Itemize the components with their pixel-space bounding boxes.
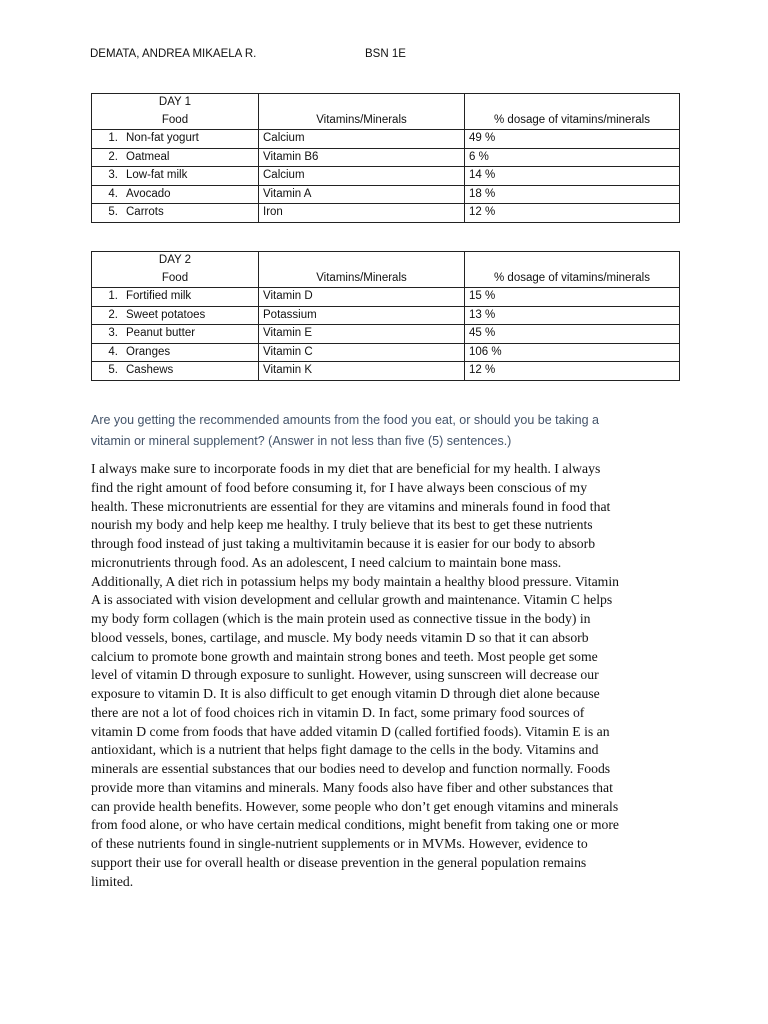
document-header [90,48,690,66]
food-cell: 3. Low-fat milk [92,167,259,186]
day-label: DAY 2 [92,252,259,270]
answer-line: vitamin D come from foods that have added vitamin D (called fortified foods). Vitamin E is an [91,723,610,739]
question-line: Are you getting the recommended amounts from the food you eat, or should you be taking a [91,413,599,427]
dosage-cell: 49 % [465,130,680,149]
vitamin-cell: Vitamin K [259,362,465,381]
table-row [92,362,680,381]
answer-paragraph [91,460,691,891]
dosage-cell: 18 % [465,185,680,204]
table-header-row [92,112,680,130]
question-line: vitamin or mineral supplement? (Answer in not less than five (5) sentences.) [91,434,512,448]
answer-line: I always make sure to incorporate foods in my diet that are beneficial for my health. I always [91,461,601,476]
food-cell: 2. Oatmeal [92,148,259,167]
dosage-cell: 6 % [465,148,680,167]
day2-table [91,251,680,381]
table-row [92,148,680,167]
answer-line: minerals are essential substances that our bodies need to develop and function normally. Foods [91,761,611,776]
answer-line: from food alone, or who have certain medical conditions, might benefit from taking one or more [91,817,619,833]
answer-line: exposure to vitamin D. It is also difficult to get enough vitamin D through diet alone because [91,686,600,701]
table-row [92,325,680,344]
vitamin-cell: Calcium [259,167,465,186]
table-row [92,343,680,362]
food-cell: 1. Non-fat yogurt [92,130,259,149]
answer-line: Additionally, A diet rich in potassium helps my body maintain a healthy blood pressure. Vitamin [91,573,619,589]
vitamin-cell: Iron [259,204,465,223]
day1-table [91,93,680,223]
food-cell: 5. Carrots [92,204,259,223]
food-cell: 5. Cashews [92,362,259,381]
table-row [92,306,680,325]
answer-line: my body form collagen (which is the main protein used as connective tissue in the body) in [91,611,591,626]
dosage-column-header: % dosage of vitamins/minerals [465,270,680,288]
food-cell: 3. Peanut butter [92,325,259,344]
vitamin-cell: Vitamin B6 [259,148,465,167]
answer-line: provide more than vitamins and minerals. Many foods also have fiber and other substances that [91,779,613,795]
answer-line: through food instead of just taking a multivitamin because it is easier for our body to absorb [91,536,596,551]
table-row [92,167,680,186]
dosage-cell: 13 % [465,306,680,325]
vitamin-cell: Vitamin C [259,343,465,362]
dosage-cell: 45 % [465,325,680,344]
course-section: BSN 1E [365,48,406,60]
vitamins-column-header: Vitamins/Minerals [259,112,465,130]
vitamins-column-header: Vitamins/Minerals [259,270,465,288]
answer-line: find the right amount of food before consuming it, for I have always been conscious of my [91,479,588,495]
food-column-header: Food [92,112,259,130]
table-header-row [92,252,680,270]
table-row [92,130,680,149]
food-cell: 1. Fortified milk [92,288,259,307]
table-row [92,204,680,223]
dosage-cell: 14 % [465,167,680,186]
table-header-row [92,270,680,288]
table-header-row [92,94,680,112]
food-cell: 4. Oranges [92,343,259,362]
answer-line: nourish my body and help keep me healthy. I truly believe that its best to get these nutrients [91,517,593,533]
vitamin-cell: Vitamin E [259,325,465,344]
dosage-cell: 106 % [465,343,680,362]
table-row [92,185,680,204]
answer-line: health. These micronutrients are essential for they are vitamins and minerals found in food that [91,498,611,514]
assignment-question [91,410,691,452]
food-cell: 4. Avocado [92,185,259,204]
answer-line: calcium to promote bone growth and maintain strong bones and teeth. Most people get some [91,648,598,664]
dosage-cell: 15 % [465,288,680,307]
dosage-cell: 12 % [465,362,680,381]
answer-line: blood vessels, bones, cartilage, and muscle. My body needs vitamin D so that it can absorb [91,629,589,645]
answer-line: limited. [91,873,134,889]
answer-line: there are not a lot of food choices rich in vitamin D. In fact, some primary food sources of [91,704,585,720]
dosage-column-header: % dosage of vitamins/minerals [465,112,680,130]
answer-line: of these nutrients found in single-nutrient supplements or in MVMs. However, evidence to [91,836,588,851]
dosage-cell: 12 % [465,204,680,223]
day-label: DAY 1 [92,94,259,112]
answer-line: antioxidant, which is a nutrient that helps fight damage to the cells in the body. Vitamins and [91,742,599,758]
vitamin-cell: Calcium [259,130,465,149]
answer-line: can provide health benefits. However, some people who don’t get enough vitamins and minerals [91,798,619,814]
vitamin-cell: Vitamin D [259,288,465,307]
vitamin-cell: Potassium [259,306,465,325]
vitamin-cell: Vitamin A [259,185,465,204]
answer-line: level of vitamin D through exposure to sunlight. However, using sunscreen will decrease our [91,667,599,683]
food-column-header: Food [92,270,259,288]
answer-line: support their use for overall health or disease prevention in the general population remains [91,854,587,870]
answer-line: A is associated with vision development and cellular growth and maintenance. Vitamin C helps [91,592,613,608]
food-cell: 2. Sweet potatoes [92,306,259,325]
student-name: DEMATA, ANDREA MIKAELA R. [90,48,257,60]
answer-line: micronutrients through food. As an adolescent, I need calcium to maintain bone mass. [91,554,562,570]
table-row [92,288,680,307]
